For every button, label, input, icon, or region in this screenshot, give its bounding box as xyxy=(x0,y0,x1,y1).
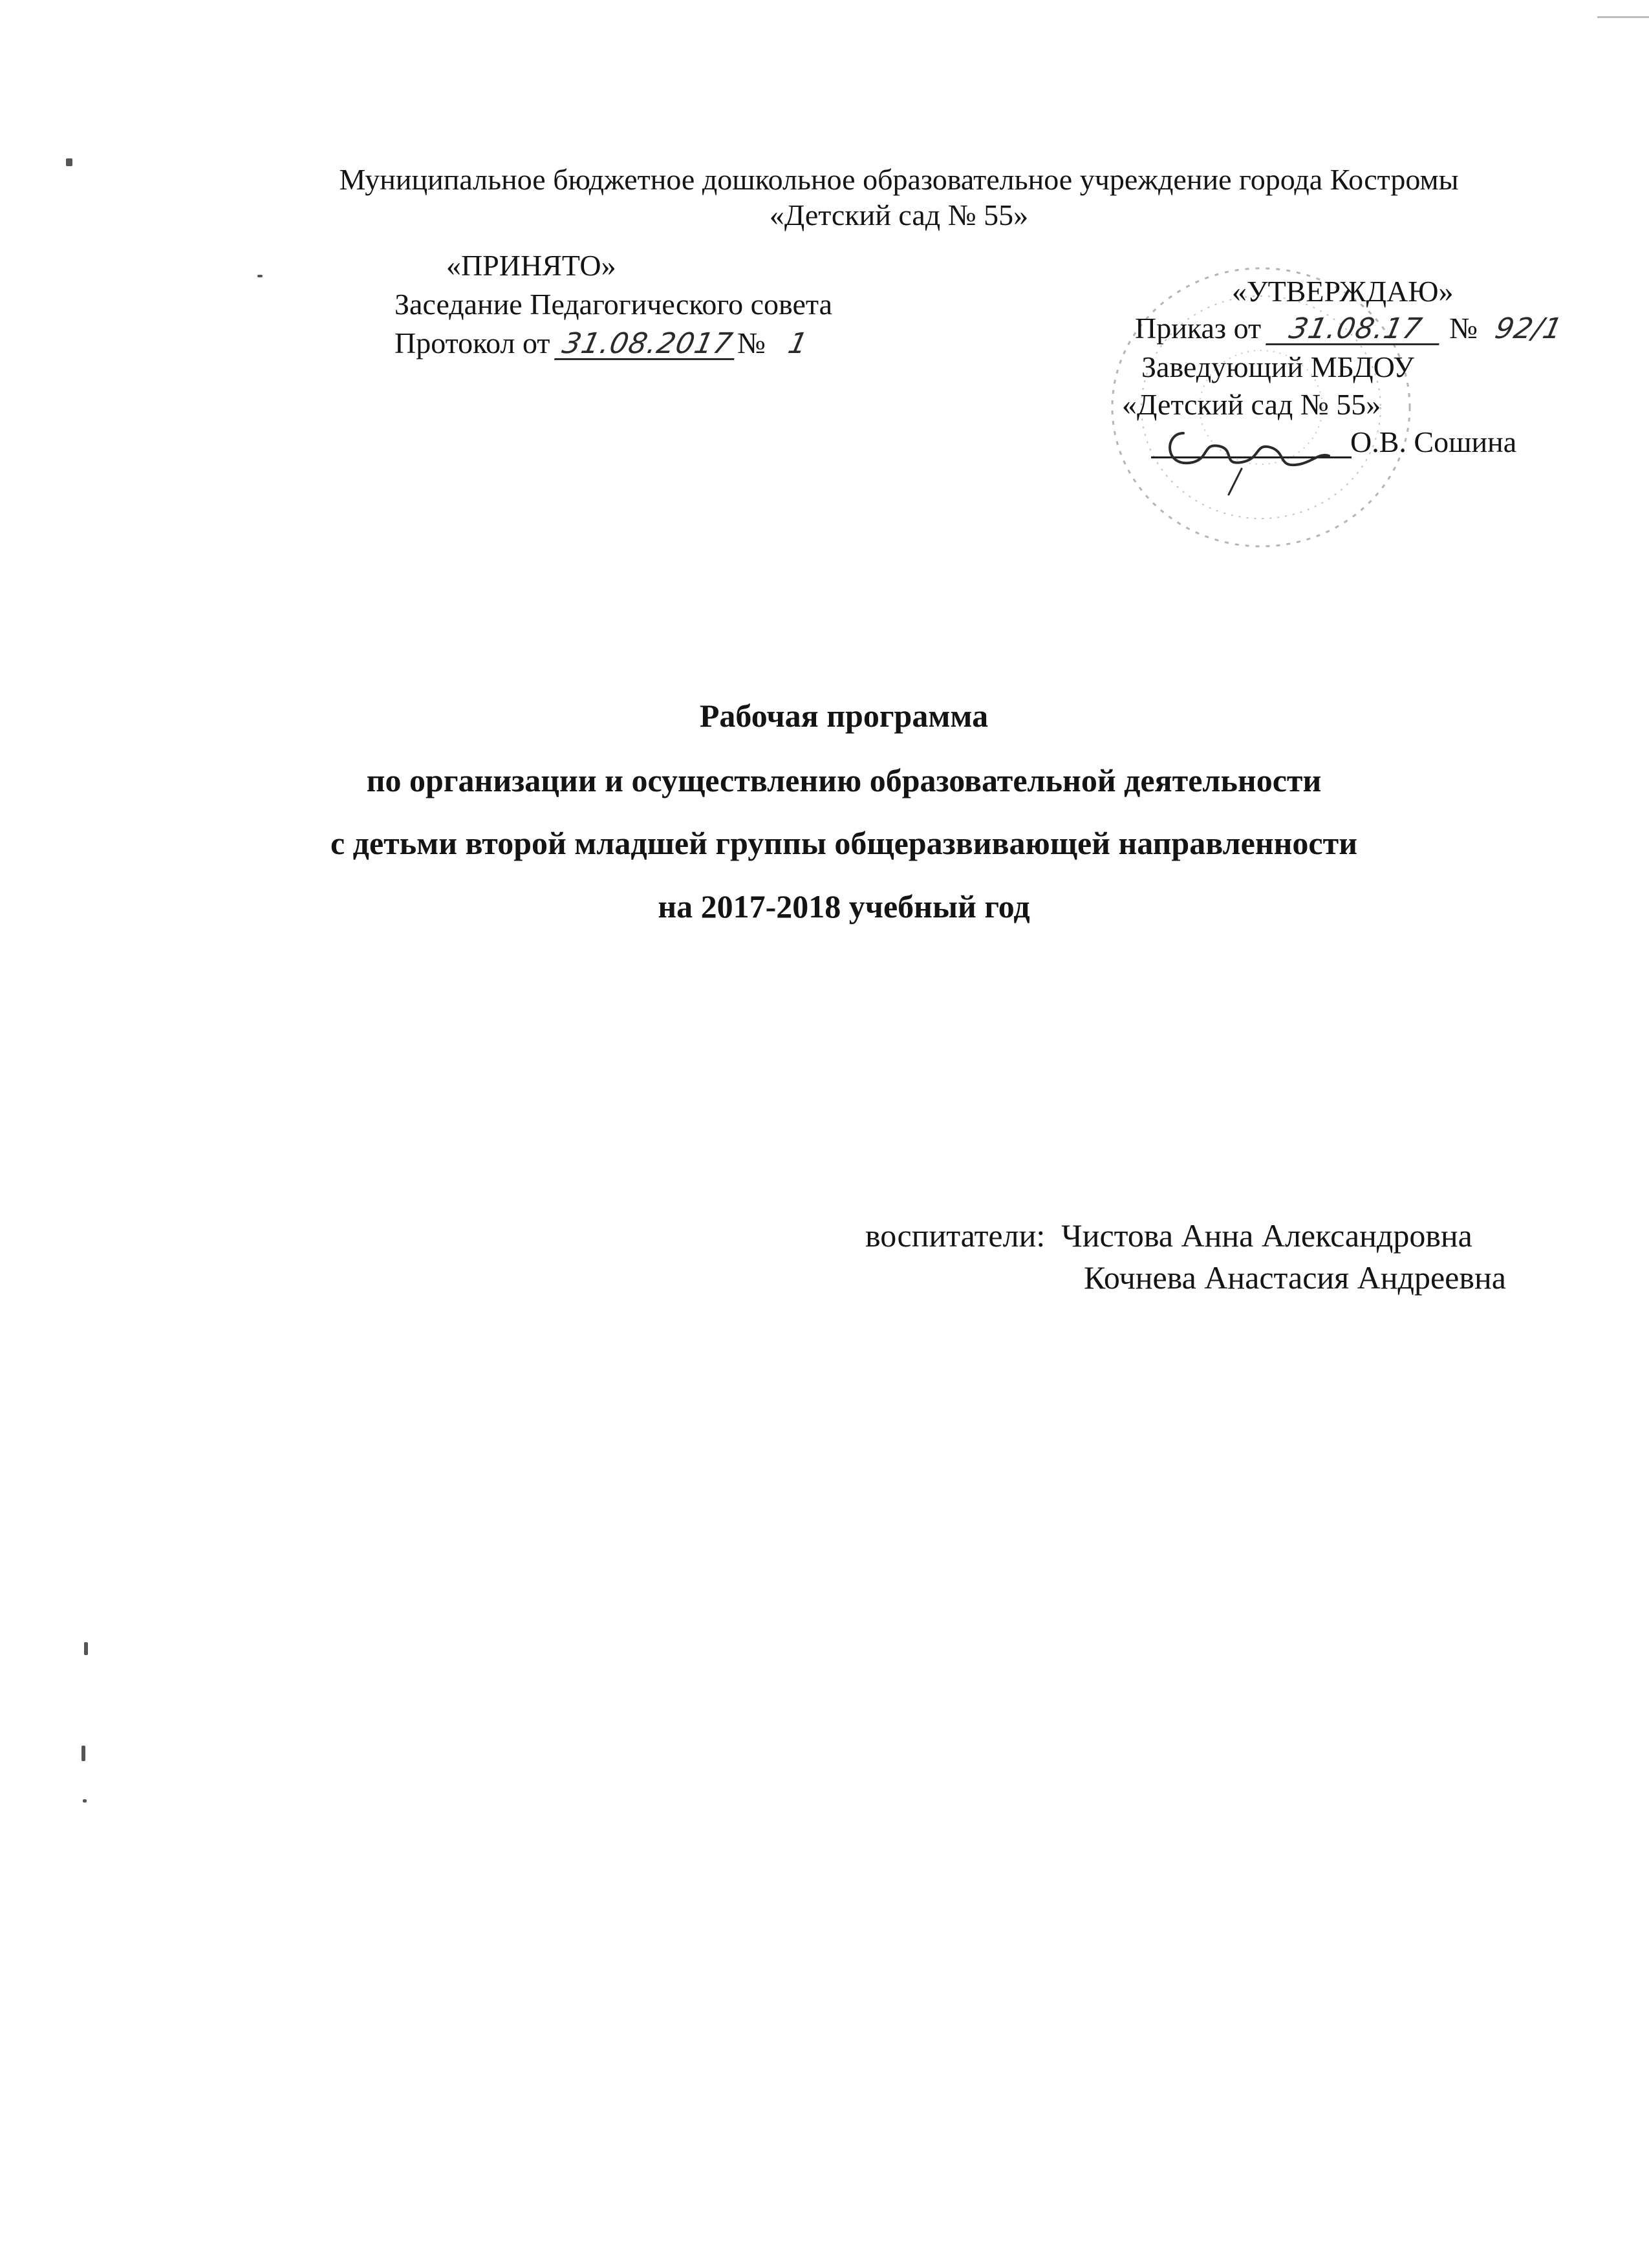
document-subtitle-line1: по организации и осуществлению образовательной деятельности xyxy=(366,762,1322,798)
scan-speck xyxy=(66,158,72,166)
order-number-handwritten: 92/1 xyxy=(1492,312,1566,345)
protocol-date-handwritten: 31.08.2017 xyxy=(554,330,740,360)
educator-name-2: Кочнева Анастасия Андреевна xyxy=(1084,1259,1506,1296)
protocol-number-sign: № xyxy=(737,326,766,359)
signatory-name: О.В. Сошина xyxy=(1350,425,1517,458)
accepted-council: Заседание Педагогического совета xyxy=(394,288,832,321)
educator-name-1: Чистова Анна Александровна xyxy=(1061,1217,1472,1254)
protocol-number-handwritten: 1 xyxy=(785,327,812,360)
approved-heading: «УТВЕРЖДАЮ» xyxy=(1232,275,1454,308)
approved-position: Заведующий МБДОУ xyxy=(1141,350,1414,383)
document-subtitle-line3: на 2017-2018 учебный год xyxy=(658,888,1030,925)
protocol-prefix: Протокол от xyxy=(394,326,550,359)
educators-label: воспитатели: xyxy=(865,1217,1046,1254)
accepted-protocol xyxy=(394,325,823,361)
organization-short-name: «Детский сад № 55» xyxy=(769,198,1029,231)
order-date-handwritten: 31.08.17 xyxy=(1266,315,1445,345)
educators-line1 xyxy=(865,1215,1472,1256)
order-prefix: Приказ от xyxy=(1135,312,1262,345)
scan-speck xyxy=(83,1799,87,1803)
scan-speck xyxy=(84,1642,88,1655)
scan-speck xyxy=(257,275,263,277)
document-title: Рабочая программа xyxy=(699,698,989,734)
organization-name: Муниципальное бюджетное дошкольное образовательное учреждение города Костромы xyxy=(339,163,1459,196)
approved-institution: «Детский сад № 55» xyxy=(1122,388,1381,421)
scan-edge xyxy=(1597,16,1649,18)
accepted-heading: «ПРИНЯТО» xyxy=(446,249,616,282)
order-number-sign: № xyxy=(1449,312,1478,345)
signature-icon xyxy=(1158,407,1352,498)
approved-order xyxy=(1135,310,1580,347)
document-subtitle-line2: с детьми второй младшей группы общеразвивающей направленности xyxy=(330,825,1357,861)
scan-speck xyxy=(81,1746,85,1761)
